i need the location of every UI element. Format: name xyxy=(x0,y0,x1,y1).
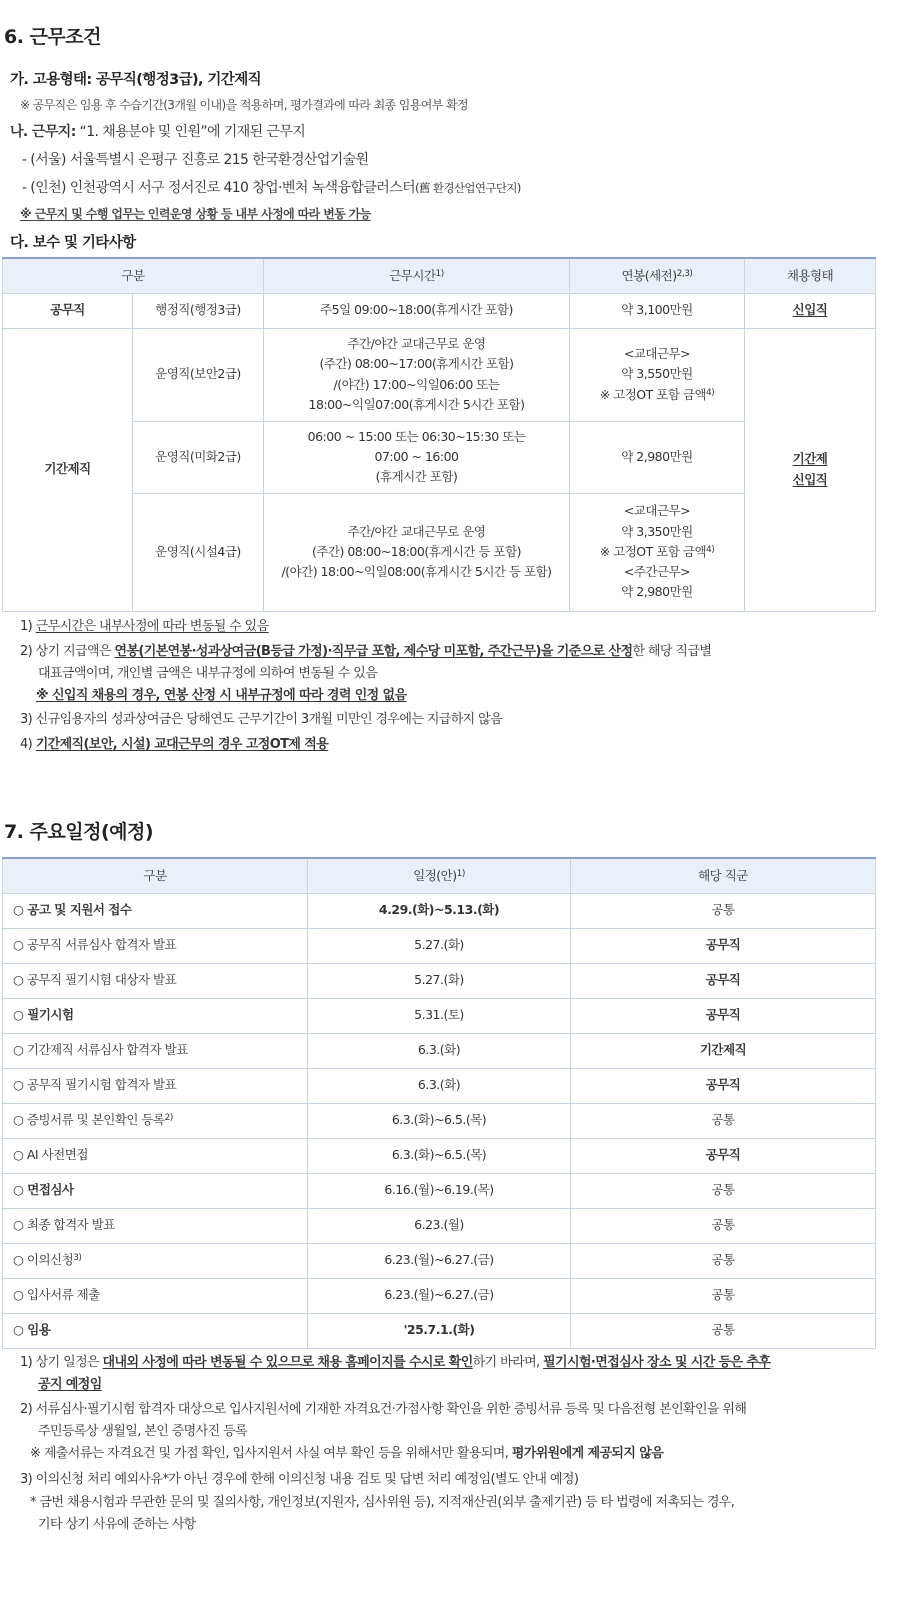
header-hours: 근무시간$^{1)}$ xyxy=(264,258,570,293)
schedule-footnote-2-cont: 주민등록상 생월일, 본인 증명사진 등록 xyxy=(38,1424,247,1439)
row-form: 신입직 xyxy=(745,293,876,328)
salary-table xyxy=(2,257,876,612)
table-row xyxy=(3,1208,876,1243)
schedule-item: ○ 공무직 필기시험 대상자 발표 xyxy=(3,963,308,998)
schedule-item: ○ 임용 xyxy=(3,1313,308,1348)
schedule-item: ○ AI 사전면접 xyxy=(3,1138,308,1173)
row-hours: 주간/야간 교대근무로 운영 (주간) 08:00~18:00(휴게시간 등 포함) /(야간) 18:00~익일08:00(휴게시간 5시간 등 포함) xyxy=(264,493,570,611)
schedule-group: 기간제직 xyxy=(571,1033,876,1068)
schedule-date: 5.31.(토) xyxy=(308,998,571,1033)
schedule-footnote-2: 2) 서류심사·필기시험 합격자 대상으로 입사지원서에 기재한 자격요건·가점사항 확인을 위한 증빙서류 등록 및 다음전형 본인확인을 위해 xyxy=(20,1402,747,1417)
row-subtype: 운영직(보안2급) xyxy=(133,328,264,421)
table-row xyxy=(3,328,876,421)
employment-type-heading: 가. 고용형태: 공무직(행정3급), 기간제직 xyxy=(10,72,262,88)
schedule-group: 공통 xyxy=(571,1103,876,1138)
table-row xyxy=(3,1138,876,1173)
schedule-item: ○ 필기시험 xyxy=(3,998,308,1033)
schedule-date: 6.16.(월)~6.19.(목) xyxy=(308,1173,571,1208)
section-title-work-conditions: 6. 근무조건 xyxy=(4,26,101,48)
table-row xyxy=(3,1313,876,1348)
row-hours: 주간/야간 교대근무로 운영 (주간) 08:00~17:00(휴게시간 포함) /(야간) 17:00~익일06:00 또는 18:00~익일07:00(휴게시간 5시간 포함) xyxy=(264,328,570,421)
schedule-table xyxy=(2,857,876,1349)
salary-table-header xyxy=(3,258,876,293)
row-salary: 약 3,100만원 xyxy=(570,293,745,328)
schedule-item: ○ 공무직 필기시험 합격자 발표 xyxy=(3,1068,308,1103)
schedule-item: ○ 공고 및 지원서 접수 xyxy=(3,893,308,928)
row-subtype: 운영직(시설4급) xyxy=(133,493,264,611)
salary-heading: 다. 보수 및 기타사항 xyxy=(10,235,136,251)
schedule-date: 6.3.(화) xyxy=(308,1033,571,1068)
schedule-item: ○ 공무직 서류심사 합격자 발표 xyxy=(3,928,308,963)
schedule-date: 6.3.(화)~6.5.(목) xyxy=(308,1138,571,1173)
schedule-group: 공무직 xyxy=(571,963,876,998)
schedule-group: 공무직 xyxy=(571,998,876,1033)
work-location-heading xyxy=(10,121,305,141)
schedule-item: ○ 최종 합격자 발표 xyxy=(3,1208,308,1243)
schedule-group: 공무직 xyxy=(571,1068,876,1103)
schedule-group: 공통 xyxy=(571,1173,876,1208)
schedule-footnote-3-detail: * 금번 채용시험과 무관한 문의 및 질의사항, 개인정보(지원자, 심사위원 등), 지적재산권(외부 출제기관) 등 타 법령에 저촉되는 경우, xyxy=(30,1495,735,1510)
schedule-date: 6.3.(화)~6.5.(목) xyxy=(308,1103,571,1138)
location-change-note: ※ 근무지 및 수행 업무는 인력운영 상황 등 내부 사정에 따라 변동 가능 xyxy=(20,207,371,221)
row-subtype: 행정직(행정3급) xyxy=(133,293,264,328)
row-salary: 약 2,980만원 xyxy=(570,421,745,493)
row-type-fixed-term: 기간제직 xyxy=(3,328,133,611)
schedule-date: 6.23.(월)~6.27.(금) xyxy=(308,1243,571,1278)
table-row xyxy=(3,963,876,998)
table-row xyxy=(3,1033,876,1068)
footnote-2: 2) 상기 지급액은 연봉(기본연봉·성과상여금(B등급 가정)·직무급 포함, 제수당 미포함, 주간근무)을 기준으로 산정한 해당 직급별 xyxy=(20,644,712,659)
schedule-group: 공통 xyxy=(571,1208,876,1243)
row-hours: 주5일 09:00~18:00(휴게시간 포함) xyxy=(264,293,570,328)
header-employment-form: 채용형태 xyxy=(745,258,876,293)
schedule-date: 6.23.(월)~6.27.(금) xyxy=(308,1278,571,1313)
schedule-date: 4.29.(화)~5.13.(화) xyxy=(308,893,571,928)
footnote-3: 3) 신규임용자의 성과상여금은 당해연도 근무기간이 3개월 미만인 경우에는 지급하지 않음 xyxy=(20,712,503,727)
schedule-item: ○ 기간제직 서류심사 합격자 발표 xyxy=(3,1033,308,1068)
row-hours: 06:00 ~ 15:00 또는 06:30~15:30 또는 07:00 ~ 16:00 (휴게시간 포함) xyxy=(264,421,570,493)
footnote-2-cont: 대표금액이며, 개인별 금액은 내부규정에 의하여 변동될 수 있음 xyxy=(38,666,378,681)
schedule-group: 공통 xyxy=(571,1243,876,1278)
schedule-footnote-1-cont: 공지 예정임 xyxy=(38,1377,102,1392)
schedule-item: ○ 증빙서류 및 본인확인 등록$^{2)}$ xyxy=(3,1103,308,1138)
table-row xyxy=(3,1243,876,1278)
footnote-2-note: ※ 신입직 채용의 경우, 연봉 산정 시 내부규정에 따라 경력 인정 없음 xyxy=(36,688,407,703)
schedule-table-header xyxy=(3,858,876,893)
schedule-item: ○ 이의신청$^{3)}$ xyxy=(3,1243,308,1278)
header-type: 구분 xyxy=(3,858,308,893)
location-seoul: - (서울) 서울특별시 은평구 진흥로 215 한국환경산업기술원 xyxy=(22,152,369,168)
schedule-item: ○ 입사서류 제출 xyxy=(3,1278,308,1313)
header-type: 구분 xyxy=(3,258,264,293)
schedule-footnote-1: 1) 상기 일정은 대내외 사정에 따라 변동될 수 있으므로 채용 홈페이지를 수시로 확인하기 바라며, 필기시험·면접심사 장소 및 시간 등은 추후 xyxy=(20,1355,771,1370)
work-location-text: “1. 채용분야 및 인원”에 기재된 근무지 xyxy=(75,124,306,140)
schedule-group: 공통 xyxy=(571,1278,876,1313)
work-location-label: 나. 근무지: xyxy=(10,124,76,140)
table-row xyxy=(3,893,876,928)
row-salary: <교대근무> 약 3,350만원 ※ 고정OT 포함 금액$^{4)}$ <주간근무> 약 2,980만원 xyxy=(570,493,745,611)
table-row xyxy=(3,1103,876,1138)
table-row xyxy=(3,293,876,328)
schedule-group: 공통 xyxy=(571,1313,876,1348)
schedule-date: 6.3.(화) xyxy=(308,1068,571,1103)
header-group: 해당 직군 xyxy=(571,858,876,893)
row-subtype: 운영직(미화2급) xyxy=(133,421,264,493)
schedule-group: 공통 xyxy=(571,893,876,928)
schedule-group: 공무직 xyxy=(571,928,876,963)
probation-note: ※ 공무직은 임용 후 수습기간(3개월 이내)을 적용하며, 평가결과에 따라 최종 임용여부 확정 xyxy=(20,98,468,112)
header-date: 일정(안)$^{1)}$ xyxy=(308,858,571,893)
table-row xyxy=(3,928,876,963)
table-row xyxy=(3,1068,876,1103)
row-type: 공무직 xyxy=(3,293,133,328)
row-salary: <교대근무> 약 3,550만원 ※ 고정OT 포함 금액$^{4)}$ xyxy=(570,328,745,421)
schedule-date: 6.23.(월) xyxy=(308,1208,571,1243)
schedule-date: 5.27.(화) xyxy=(308,928,571,963)
location-incheon xyxy=(22,177,521,197)
row-form-fixed-term: 기간제 신입직 xyxy=(745,328,876,611)
footnote-1: 1) 근무시간은 내부사정에 따라 변동될 수 있음 xyxy=(20,619,269,634)
schedule-footnote-3-detail-cont: 기타 상기 사유에 준하는 사항 xyxy=(38,1517,196,1532)
schedule-group: 공무직 xyxy=(571,1138,876,1173)
table-row xyxy=(3,1173,876,1208)
table-row xyxy=(3,1278,876,1313)
schedule-date: '25.7.1.(화) xyxy=(308,1313,571,1348)
table-row xyxy=(3,998,876,1033)
location-incheon-sub: (舊 환경산업연구단지) xyxy=(415,181,521,195)
schedule-date: 5.27.(화) xyxy=(308,963,571,998)
schedule-item: ○ 면접심사 xyxy=(3,1173,308,1208)
schedule-footnote-3: 3) 이의신청 처리 예외사유*가 아닌 경우에 한해 이의신청 내용 검토 및 답변 처리 예정임(별도 안내 예정) xyxy=(20,1472,579,1487)
header-salary: 연봉(세전)$^{2,3)}$ xyxy=(570,258,745,293)
footnote-4: 4) 기간제직(보안, 시설) 교대근무의 경우 고정OT제 적용 xyxy=(20,737,329,752)
schedule-footnote-2-note: ※ 제출서류는 자격요건 및 가점 확인, 입사지원서 사실 여부 확인 등을 위해서만 활용되며, 평가위원에게 제공되지 않음 xyxy=(30,1446,664,1461)
location-incheon-main: - (인천) 인천광역시 서구 정서진로 410 창업·벤처 녹색융합클러스터 xyxy=(22,180,415,196)
section-title-schedule: 7. 주요일정(예정) xyxy=(4,821,154,843)
